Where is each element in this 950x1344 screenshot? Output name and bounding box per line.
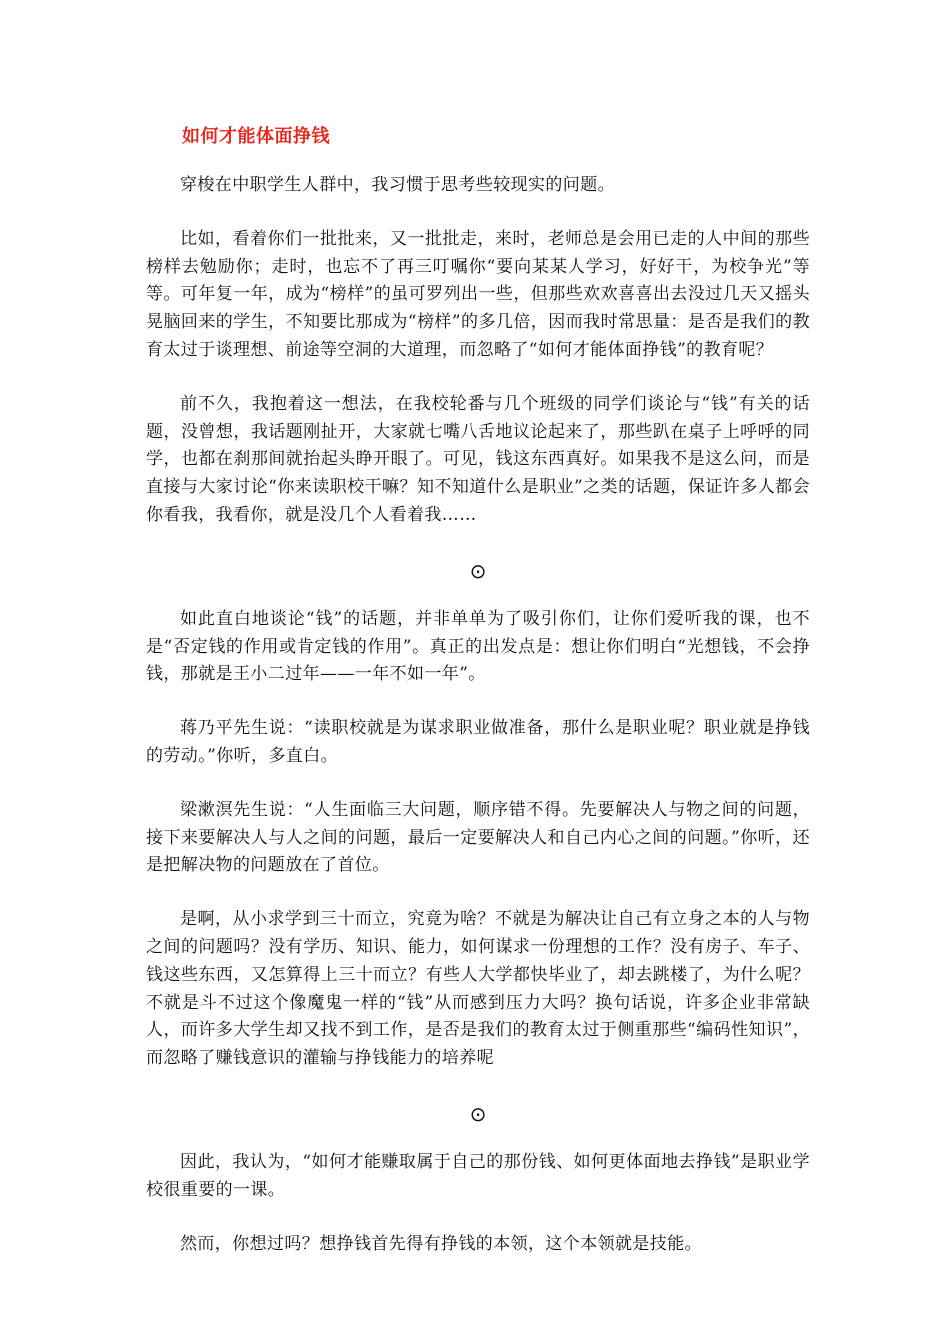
paragraph-conclusion: 因此，我认为，“如何才能赚取属于自己的那份钱、如何更体面地去挣钱”是职业学校很重要的一课。 (146, 1151, 810, 1200)
paragraph-jiang-quote: 蒋乃平先生说：“读职校就是为谋求职业做准备，那什么是职业呢？职业就是挣钱的劳动。”你听，多直白。 (146, 718, 810, 766)
paragraph-skill: 然而，你想过吗？想挣钱首先得有挣钱的本领，这个本领就是技能。 (180, 1233, 702, 1254)
paragraph-intro: 穿梭在中职学生人群中，我习惯于思考些较现实的问题。 (180, 175, 615, 195)
paragraph-liang-quote: 梁漱溟先生说：“人生面临三大问题，顺序错不得。先要解决人与物之间的问题，接下来要解决人与人之间的问题，最后一定要解决人和自己内心之间的问题。”你听，还是把解决物的问题放在了首位。 (146, 799, 810, 876)
section-separator-icon: ⊙ (469, 1101, 487, 1126)
paragraph-money-topic: 前不久，我抱着这一想法，在我校轮番与几个班级的同学们谈论与“钱”有关的话题，没曾想，我话题刚扯开，大家就七嘴八舌地议论起来了，那些趴在桌子上呼呼的同学，也都在刹那间就抬起头睁开眼了。可见，钱这东西真好。如果我不是这么问，而是直接与大家讨论“你来读职校干嘛？知不知道什么是职业”之类的话题，保证许多人都会你看我，我看你，就是没几个人看着我…… (146, 393, 810, 525)
section-separator-icon: ⊙ (469, 558, 487, 583)
paragraph-purpose: 如此直白地谈论“钱”的话题，并非单单为了吸引你们，让你们爱听我的课，也不是“否定钱的作用或肯定钱的作用”。真正的出发点是：想让你们明白“光想钱，不会挣钱，那就是王小二过年——一年不如一年”。 (146, 608, 810, 685)
article-body (146, 172, 810, 1284)
article-title: 如何才能体面挣钱 (182, 126, 330, 147)
paragraph-thirty: 是啊，从小求学到三十而立，究竟为啥？不就是为解决让自己有立身之本的人与物之间的问题吗？没有学历、知识、能力，如何谋求一份理想的工作？没有房子、车子、钱这些东西，又怎算得上三十而立？有些人大学都快毕业了，却去跳楼了，为什么呢？不就是斗不过这个像魔鬼一样的“钱”从而感到压力大吗？换句话说，许多企业非常缺人，而许多大学生却又找不到工作，是否是我们的教育太过于侧重那些“编码性知识”，而忽略了赚钱意识的灌输与挣钱能力的培养呢 (146, 909, 810, 1069)
paragraph-role-models: 比如，看着你们一批批来，又一批批走，来时，老师总是会用已走的人中间的那些榜样去勉励你；走时，也忘不了再三叮嘱你“要向某某人学习，好好干，为校争光”等等。可年复一年，成为“榜样”的虽可罗列出一些，但那些欢欢喜喜出去没过几天又摇头晃脑回来的学生，不知要比那成为“榜样”的多几倍，因而我时常思量：是否是我们的教育太过于谈理想、前途等空洞的大道理，而忽略了“如何才能体面挣钱”的教育呢？ (146, 228, 810, 360)
